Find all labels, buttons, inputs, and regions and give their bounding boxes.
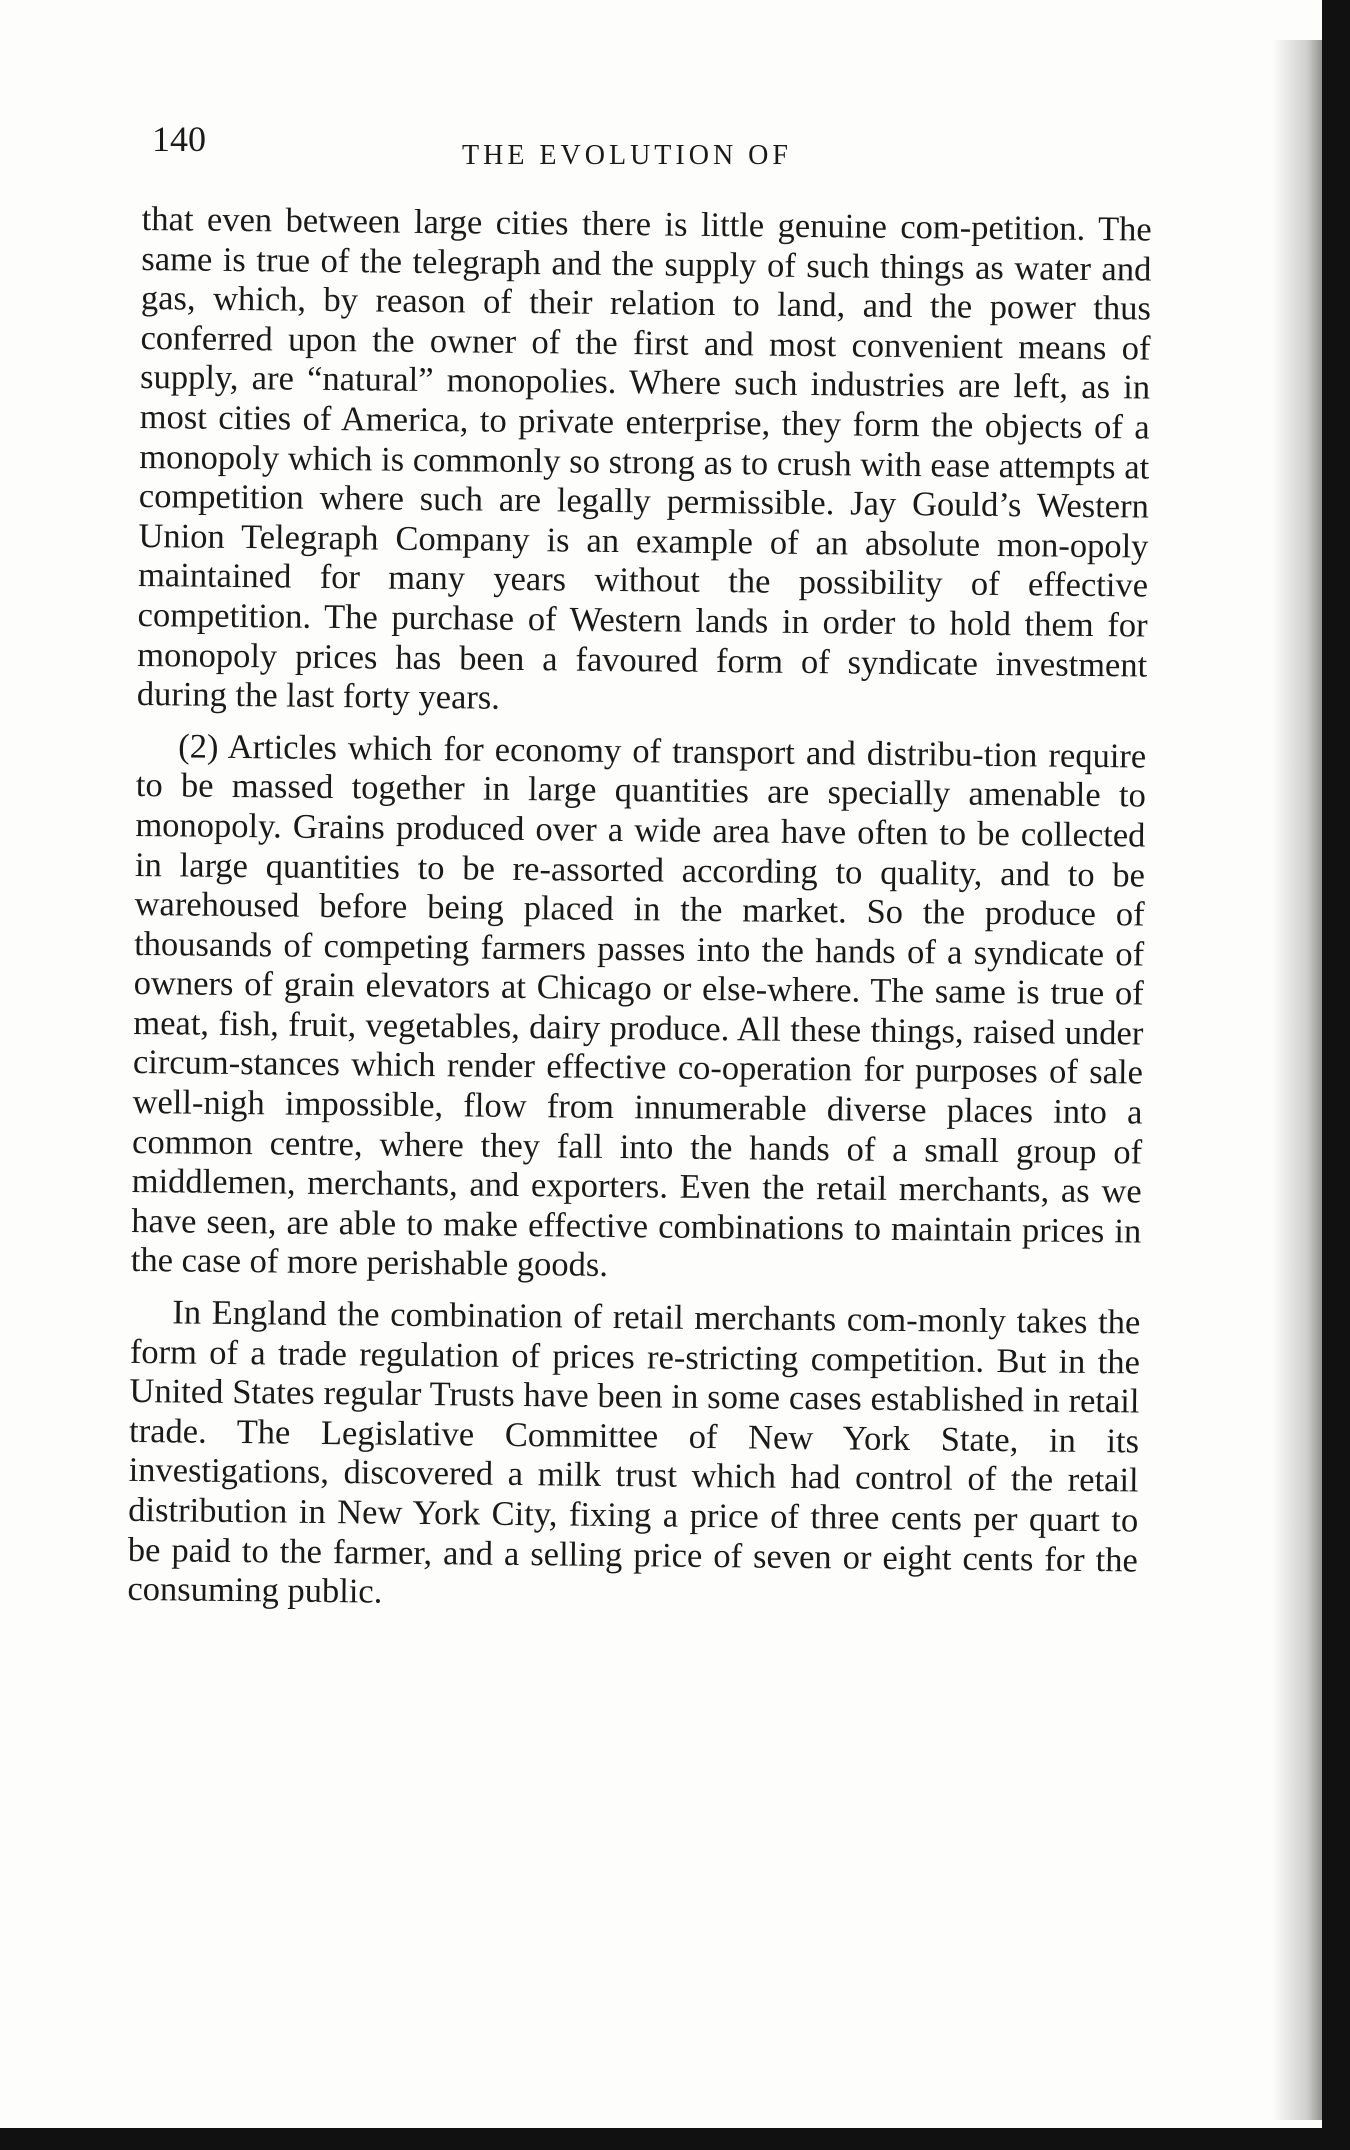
page-header [152,118,1152,178]
paragraph-1: that even between large cities there is little genuine com-petition. The same is true of the telegraph and the supply of such things as water and gas, which, by reason of their relation to land, and the power thus conferred upon the owner of the first and most convenient means of supply, are “natural” monopolies. Where such industries are left, as in most cities of America, to private enterprise, they form the objects of a monopoly which is commonly so strong as to crush with ease attempts at competition where such are legally permissible. Jay Gould’s Western Union Telegraph Company is an example of an absolute mon-opoly maintained for many years without the possibility of effective competition. The purchase of Western lands in order to hold them for monopoly prices has been a favoured form of syndicate investment during the last forty years. [136,200,1152,717]
page-gutter-shadow [1272,40,1322,2120]
body-text [127,200,1152,1620]
page-bottom-edge [0,2128,1350,2150]
running-title: THE EVOLUTION OF [462,140,792,171]
paragraph-2: (2) Articles which for economy of transport and distribu-tion require to be massed together in large quantities are specially amenable to monopoly. Grains produced over a wide area have often to be collected in large quantities to be re-assorted according to quality, and to be warehoused before being placed in the market. So the produce of thousands of competing farmers passes into the hands of a syndicate of owners of grain elevators at Chicago or else-where. The same is true of meat, fish, fruit, vegetables, dairy produce. All these things, raised under circum-stances which render effective co-operation for purposes of sale well-nigh impossible, flow from innumerable diverse places into a common centre, where they fall into the hands of a small group of middlemen, merchants, and exporters. Even the retail merchants, as we have seen, are able to make effective combinations to maintain prices in the case of more perishable goods. [130,727,1147,1285]
page-edge [1322,0,1350,2150]
page-number: 140 [152,119,206,159]
paragraph-3: In England the combination of retail merchants com-monly takes the form of a trade regulation of prices re-stricting competition. But in the United States regular Trusts have been in some cases established in retail trade. The Legislative Committee of New York State, in its investigations, discovered a milk trust which had control of the retail distribution in New York City, fixing a price of three cents per quart to be paid to the farmer, and a selling price of seven or eight cents for the consuming public. [127,1293,1141,1611]
